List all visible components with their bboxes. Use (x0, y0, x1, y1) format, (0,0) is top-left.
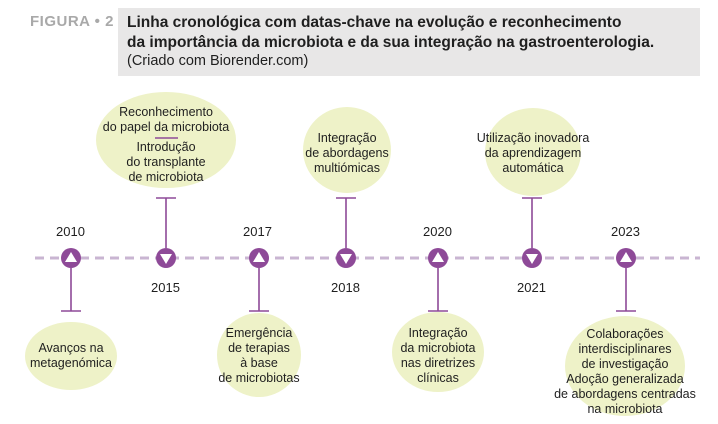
event-2023-adoption (545, 372, 705, 417)
event-line: de terapias (228, 341, 290, 355)
figure-label-text: FIGURA (30, 13, 90, 30)
event-2015-recognition (86, 105, 246, 135)
event-line: Reconhecimento (119, 105, 213, 119)
figure-bullet: • (94, 13, 101, 30)
event-line: Utilização inovadora (476, 131, 590, 145)
event-2020 (388, 326, 488, 386)
event-line: à base (240, 356, 278, 370)
event-line: de microbiotas (218, 371, 300, 385)
event-line: de abordagens centradas (554, 387, 696, 401)
event-line: do transplante (126, 155, 206, 169)
event-line: Colaborações (586, 327, 664, 341)
year-2023: 2023 (611, 224, 640, 239)
year-2015: 2015 (151, 280, 180, 295)
event-line: Adoção generalizada (566, 372, 684, 386)
event-line: de microbiota (128, 170, 204, 184)
year-2010: 2010 (56, 224, 85, 239)
event-line: clínicas (417, 371, 459, 385)
event-line: da aprendizagem (484, 146, 582, 160)
event-line: de abordagens (305, 146, 389, 160)
marker-2020 (428, 248, 448, 268)
year-2021: 2021 (517, 280, 546, 295)
event-2018 (292, 131, 402, 176)
marker-2023 (616, 248, 636, 268)
event-2023-collaborations (545, 327, 705, 372)
marker-2010 (61, 248, 81, 268)
event-line: do papel da microbiota (102, 120, 230, 134)
caption-title-line-2: da importância da microbiota e da sua integração na gastroenterologia. (127, 34, 655, 51)
event-line: multiómicas (314, 161, 380, 175)
event-line: na microbiota (587, 402, 663, 416)
event-line: da microbiota (400, 341, 476, 355)
figure-number: 2 (105, 13, 114, 30)
event-2015-transplant (96, 140, 236, 185)
event-line: Avanços na (38, 341, 104, 355)
event-line: nas diretrizes (400, 356, 476, 370)
caption-credit: (Criado com Biorender.com) (127, 53, 309, 69)
event-2010 (21, 341, 121, 371)
marker-2021 (522, 248, 542, 268)
event-line: de investigação (581, 357, 669, 371)
event-line: Emergência (225, 326, 293, 340)
marker-2017 (249, 248, 269, 268)
year-2020: 2020 (423, 224, 452, 239)
event-line: Integração (317, 131, 377, 145)
event-line: automática (502, 161, 564, 175)
event-line: Integração (408, 326, 468, 340)
event-2021 (463, 131, 603, 176)
event-line: Introdução (136, 140, 196, 154)
marker-2018 (336, 248, 356, 268)
event-line: metagenómica (30, 356, 112, 370)
event-2017 (204, 326, 314, 386)
caption-title-line-1: Linha cronológica com datas-chave na evolução e reconhecimento (127, 14, 622, 31)
marker-2015 (156, 248, 176, 268)
year-2017: 2017 (243, 224, 272, 239)
event-line: interdisciplinares (578, 342, 672, 356)
year-2018: 2018 (331, 280, 360, 295)
